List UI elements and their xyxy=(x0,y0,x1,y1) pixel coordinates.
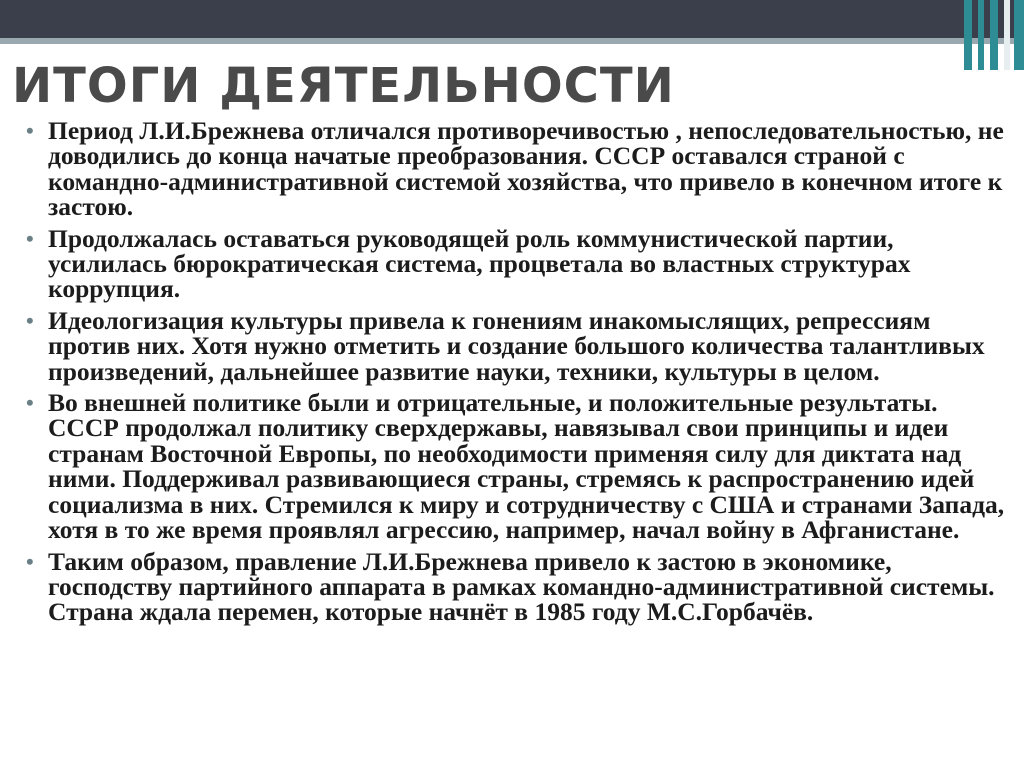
bullet-icon: • xyxy=(26,390,34,416)
bullet-item xyxy=(26,305,1006,386)
bullet-item xyxy=(26,546,1006,627)
bullet-item xyxy=(26,388,1006,545)
bullet-icon: • xyxy=(26,307,34,333)
header-band xyxy=(0,0,1024,38)
bullet-text: Таким образом, правление Л.И.Брежнева привело к застою в экономике, господству партийного аппарата в рамках командно-административной системы. Страна ждала перемен, которые начнёт в 1985 году М.С.Горбачёв. xyxy=(48,546,995,627)
bullet-item xyxy=(26,118,1006,220)
bullet-icon: • xyxy=(26,225,34,251)
decorative-stripes xyxy=(964,0,1024,70)
bullet-text: Продолжалась оставаться руководящей роль коммунистической партии, усилилась бюрократическая система, процветала во властных структурах коррупция. xyxy=(48,223,911,304)
bullet-text: Идеологизация культуры привела к гонениям инакомыслящих, репрессиям против них. Хотя нужно отметить и создание большого количества талантливых произведений, дальнейшее развитие науки, техники, культуры в целом. xyxy=(48,305,985,386)
bullet-item xyxy=(26,223,1006,304)
bullet-text: Во внешней политике были и отрицательные, и положительные результаты. СССР продолжал политику сверхдержавы, навязывал свои принципы и идеи странам Восточной Европы, по необходимости применяя силу для диктата над ними. Поддерживал развивающиеся страны, стремясь к распространению идей социализма в них. Стремился к миру и сотрудничеству с США и странами Запада, хотя в то же время проявлял агрессию, например, начал войну в Афганистане. xyxy=(48,388,1005,545)
slide-title: ИТОГИ ДЕЯТЕЛЬНОСТИ xyxy=(12,58,675,114)
header-stripe xyxy=(0,38,1024,44)
bullet-icon: • xyxy=(26,548,34,574)
bullet-text: Период Л.И.Брежнева отличался противоречивостью , непоследовательностью, не доводились до конца начатые преобразования. СССР оставался страной с командно-административной системой хозяйства, что привело в конечном итоге к застою. xyxy=(48,116,1004,222)
bullet-icon: • xyxy=(26,118,34,143)
bullet-list xyxy=(26,118,1006,631)
